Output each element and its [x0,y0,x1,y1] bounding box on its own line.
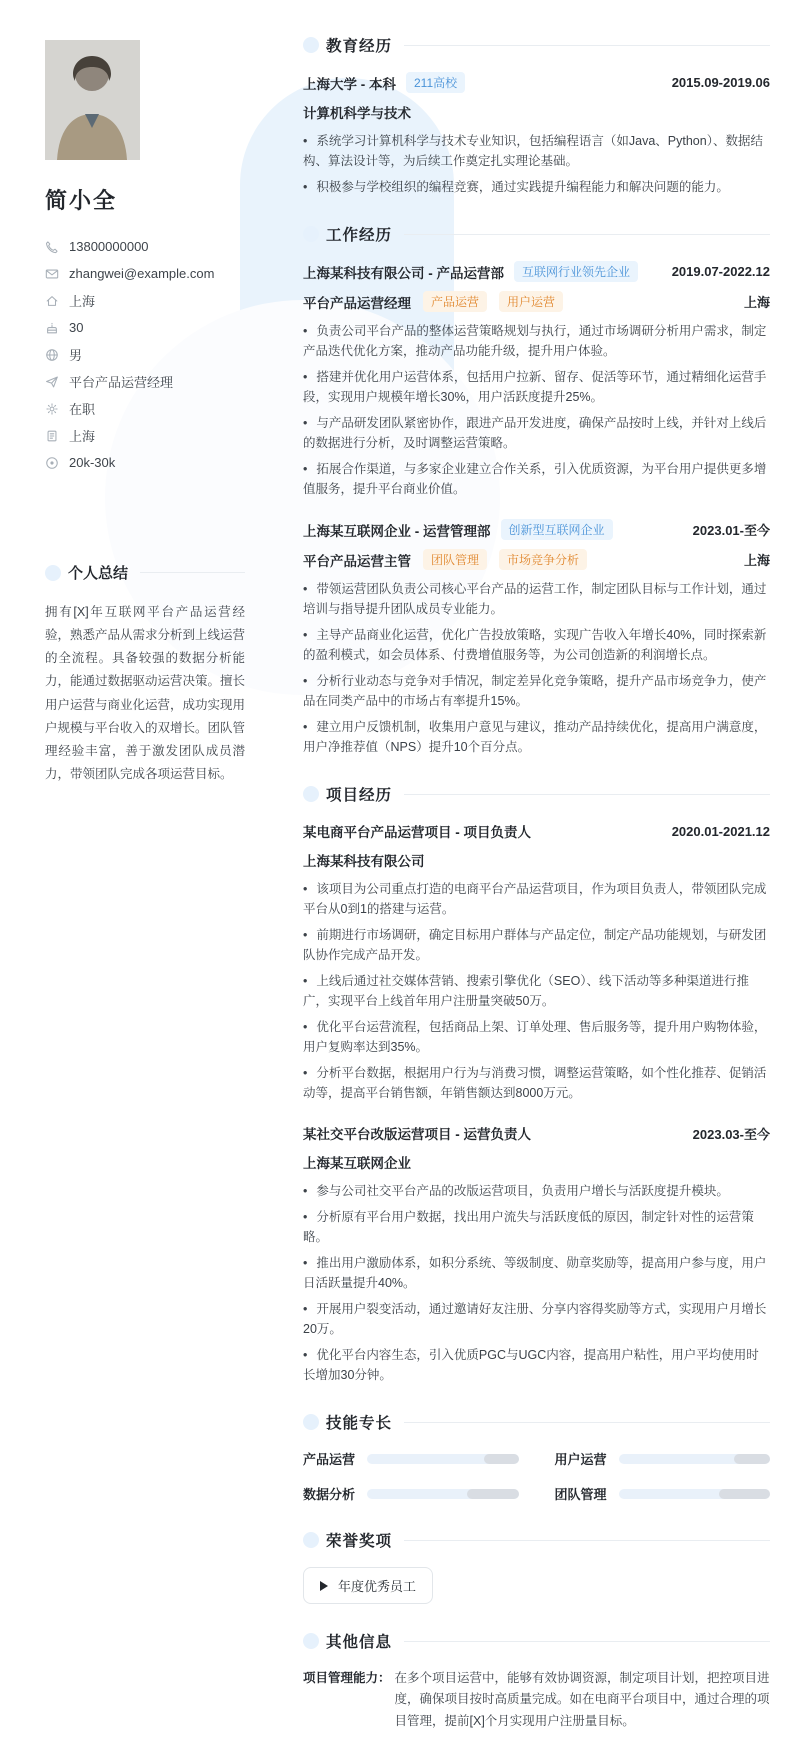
section-divider [404,1540,770,1541]
personal-summary-header [45,562,245,583]
job-bullet: • 建立用户反馈机制，收集用户意见与建议，推动产品持续优化，提高用户满意度，用户净推荐值（NPS）提升10个百分点。 [303,717,770,757]
candidate-name: 简小全 [45,188,118,213]
section-dot-icon [303,1414,319,1430]
section-divider [140,572,245,573]
section-title: 其他信息 [326,1634,393,1651]
job-date: 2019.07-2022.12 [671,264,770,279]
contact-work-city [45,422,245,449]
position-row [303,291,770,312]
section-divider [404,45,770,46]
job-bullet: • 负责公司平台产品的整体运营策略规划与执行，通过市场调研分析用户需求，制定产品迭代优化方案，推动产品功能升级，提升用户体验。 [303,321,770,361]
project-org: 上海某互联网企业 [303,1156,411,1171]
gear-icon [45,402,59,416]
project-org-row [303,850,770,870]
contact-city [45,287,245,314]
section-title: 工作经历 [326,227,393,244]
project-entry [303,821,770,1103]
education-entry-row [303,72,770,93]
section-title: 教育经历 [326,38,393,55]
section-dot-icon [303,1532,319,1548]
contact-status [45,395,245,422]
home-icon [45,294,59,308]
job-bullet: • 分析行业动态与竞争对手情况，制定差异化竞争策略，提升产品市场竞争力，使产品在同类产品中的市场占有率提升15%。 [303,671,770,711]
contact-status-value: 在职 [69,402,96,417]
play-icon [320,1581,328,1591]
awards-header [303,1529,770,1551]
skill-tag: 团队管理 [423,549,487,570]
job-bullet: • 带领运营团队负责公司核心平台产品的运营工作，制定团队目标与工作计划，通过培训与指导提升团队成员专业能力。 [303,579,770,619]
award-item-button[interactable] [303,1567,433,1604]
skill-bar-rest [467,1489,519,1499]
school-name: 上海大学 - 本科 [303,76,396,92]
section-divider [404,794,770,795]
skill-bar-rest [734,1454,770,1464]
projects-section [303,783,770,1385]
job-bullet: • 与产品研发团队紧密协作，跟进产品开发进度，确保产品按时上线，并针对上线后的数据进行分析，及时调整运营策略。 [303,413,770,453]
section-title: 项目经历 [326,787,393,804]
skill-item [555,1449,771,1468]
job-bullet: • 搭建并优化用户运营体系，包括用户拉新、留存、促活等环节，通过精细化运营手段，实现用户规模年增长30%，用户活跃度提升25%。 [303,367,770,407]
phone-icon [45,240,59,254]
personal-summary-section [45,562,245,786]
project-bullet: • 前期进行市场调研，确定目标用户群体与产品定位，制定产品功能规划，与研发团队协作完成产品开发。 [303,925,770,965]
contact-list [45,233,245,476]
contact-email [45,260,245,287]
skills-grid [303,1449,770,1503]
project-entry [303,1123,770,1385]
skill-bar [367,1454,519,1464]
skill-label: 数据分析 [303,1487,356,1502]
project-bullet: • 分析平台数据，根据用户行为与消费习惯，调整运营策略，如个性化推荐、促销活动等，提高平台销售额，年销售额达到8000万元。 [303,1063,770,1103]
section-title: 个人总结 [68,565,129,582]
job-entry [303,261,770,499]
award-label: 年度优秀员工 [338,1579,417,1594]
other-info-label: 项目管理能力： [303,1671,391,1685]
other-info-header [303,1630,770,1652]
work-section [303,223,770,757]
skill-label: 产品运营 [303,1452,356,1467]
skill-tag: 产品运营 [423,291,487,312]
work-header [303,223,770,245]
building-icon [45,429,59,443]
skill-item [303,1449,519,1468]
company-badge: 创新型互联网企业 [501,519,613,540]
skill-bar-rest [719,1489,771,1499]
contact-gender [45,341,245,368]
project-org-row [303,1152,770,1172]
other-info-section [303,1630,770,1732]
other-info-text: 在多个项目运营中，能够有效协调资源，制定项目计划，把控项目进度，确保项目按时高质量完成。如在电商平台项目中，通过合理的项目管理，提前[X]个月实现用户注册量目标。 [394,1671,770,1728]
project-name-row [303,821,770,841]
contact-target-position [45,368,245,395]
project-bullet: • 参与公司社交平台产品的改版运营项目，负责用户增长与活跃度提升模块。 [303,1181,770,1201]
contact-city-value: 上海 [69,294,96,309]
job-location: 上海 [743,295,770,310]
contact-email-value: zhangwei@example.com [69,266,215,281]
contact-salary-value: 20k-30k [69,455,116,470]
education-section [303,34,770,197]
mail-icon [45,267,59,281]
target-icon [45,456,59,470]
section-title: 荣誉奖项 [326,1533,393,1550]
job-entry [303,519,770,757]
project-bullet: • 推出用户激励体系，如积分系统、等级制度、勋章奖励等，提高用户参与度，用户日活跃量提升40%。 [303,1253,770,1293]
company-badge: 互联网行业领先企业 [514,261,638,282]
section-dot-icon [303,786,319,802]
project-date: 2023.03-至今 [692,1126,770,1142]
major-row [303,102,770,122]
skill-item [303,1484,519,1503]
skill-tag: 用户运营 [499,291,563,312]
project-bullet: • 优化平台运营流程，包括商品上架、订单处理、售后服务等，提升用户购物体验，用户复购率达到35%。 [303,1017,770,1057]
section-dot-icon [303,37,319,53]
project-bullet: • 该项目为公司重点打造的电商平台产品运营项目，作为项目负责人，带领团队完成平台从0到1的搭建与运营。 [303,879,770,919]
section-dot-icon [303,1633,319,1649]
position-name: 平台产品运营经理 [303,295,411,311]
profile-photo [45,40,140,160]
skills-header [303,1411,770,1433]
personal-summary-text: 拥有[X]年互联网平台产品运营经验，熟悉产品从需求分析到上线运营的全流程。具备较强的数据分析能力，能通过数据驱动运营决策。擅长用户运营与商业化运营，成功实现用户规模与平台收入的双增长。团队管理经验丰富，善于激发团队成员潜力，带领团队完成各项运营目标。 [45,605,246,781]
project-bullet: • 分析原有平台用户数据，找出用户流失与活跃度低的原因，制定针对性的运营策略。 [303,1207,770,1247]
sidebar [45,0,245,1758]
job-date: 2023.01-至今 [692,523,770,538]
company-row [303,261,770,282]
project-org: 上海某科技有限公司 [303,854,425,869]
contact-phone [45,233,245,260]
skill-bar-rest [484,1454,519,1464]
section-dot-icon [303,226,319,242]
awards-section [303,1529,770,1604]
contact-age [45,314,245,341]
section-title: 技能专长 [326,1415,393,1432]
contact-target-position-value: 平台产品运营经理 [69,375,174,390]
person-silhouette-icon [45,40,140,160]
contact-gender-value: 男 [69,348,83,363]
education-header [303,34,770,56]
skill-label: 用户运营 [554,1452,607,1467]
section-divider [404,234,770,235]
project-name: 某电商平台产品运营项目 - 项目负责人 [303,825,531,840]
job-location: 上海 [743,553,770,568]
project-bullet: • 优化平台内容生态，引入优质PGC与UGC内容，提高用户粘性，用户平均使用时长增加30分钟。 [303,1345,770,1385]
position-name: 平台产品运营主管 [303,553,411,569]
skill-bar [619,1489,771,1499]
section-dot-icon [45,565,61,581]
project-bullet: • 上线后通过社交媒体营销、搜索引擎优化（SEO）、线下活动等多种渠道进行推广，实现平台上线首年用户注册量突破50万。 [303,971,770,1011]
education-date: 2015.09-2019.06 [671,75,770,90]
skill-bar [367,1489,519,1499]
position-row [303,549,770,570]
major-name: 计算机科学与技术 [303,106,411,121]
skill-item [555,1484,771,1503]
skill-tag: 市场竞争分析 [499,549,587,570]
section-divider [404,1641,770,1642]
company-row [303,519,770,540]
company-name: 上海某科技有限公司 - 产品运营部 [303,265,504,281]
paper-plane-icon [45,375,59,389]
job-bullet: • 拓展合作渠道，与多家企业建立合作关系，引入优质资源，为平台用户提供更多增值服务，提升平台商业价值。 [303,459,770,499]
main-content [245,0,770,1758]
school-badge: 211高校 [406,72,465,93]
project-date: 2020.01-2021.12 [671,823,770,839]
job-bullet: • 主导产品商业化运营，优化广告投放策略，实现广告收入年增长40%，同时探索新的盈利模式，如会员体系、付费增值服务等，为公司创造新的利润增长点。 [303,625,770,665]
section-divider [404,1422,770,1423]
projects-header [303,783,770,805]
cake-icon [45,321,59,335]
project-bullet: • 开展用户裂变活动，通过邀请好友注册、分享内容得奖励等方式，实现用户月增长20万。 [303,1299,770,1339]
skills-section [303,1411,770,1503]
project-name: 某社交平台改版运营项目 - 运营负责人 [303,1127,531,1142]
skill-bar [619,1454,771,1464]
education-bullet: • 系统学习计算机科学与技术专业知识，包括编程语言（如Java、Python）、数据结构、算法设计等，为后续工作奠定扎实理论基础。 [303,131,770,171]
education-bullet: • 积极参与学校组织的编程竞赛，通过实践提升编程能力和解决问题的能力。 [303,177,770,197]
globe-icon [45,348,59,362]
contact-age-value: 30 [69,320,84,335]
other-info-row [303,1668,770,1732]
company-name: 上海某互联网企业 - 运营管理部 [303,523,491,539]
contact-phone-value: 13800000000 [69,239,149,254]
skill-label: 团队管理 [554,1487,607,1502]
contact-salary [45,449,245,476]
project-name-row [303,1123,770,1143]
contact-work-city-value: 上海 [69,429,96,444]
